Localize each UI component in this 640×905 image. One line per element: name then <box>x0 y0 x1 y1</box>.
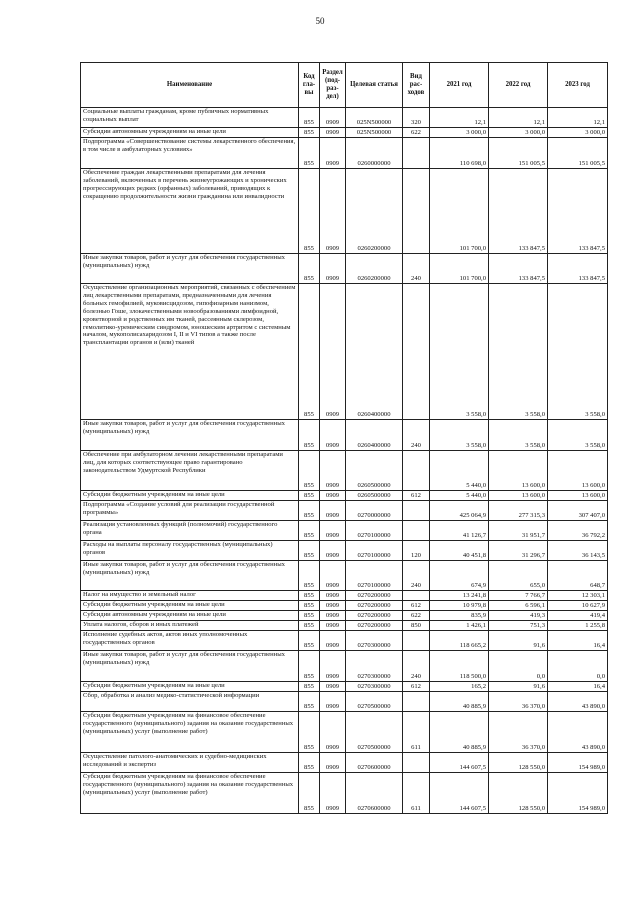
row-razdel: 0909 <box>320 591 346 601</box>
row-statya: 0260200000 <box>346 169 403 254</box>
row-statya: 0260500000 <box>346 491 403 501</box>
row-vid: 611 <box>403 773 430 814</box>
row-kod: 855 <box>299 561 320 591</box>
row-razdel: 0909 <box>320 712 346 753</box>
row-name: Исполнение судебных актов, актов иных уполномоченных государственных органов <box>81 631 299 651</box>
row-2023: 0,0 <box>548 651 608 682</box>
table-row <box>81 420 608 451</box>
row-kod: 855 <box>299 420 320 451</box>
row-vid: 240 <box>403 420 430 451</box>
row-vid: 622 <box>403 611 430 621</box>
row-2023: 648,7 <box>548 561 608 591</box>
row-2023: 43 890,0 <box>548 692 608 712</box>
row-kod: 855 <box>299 753 320 773</box>
row-name: Субсидии автономным учреждениям на иные цели <box>81 128 299 138</box>
row-statya: 025N500000 <box>346 128 403 138</box>
row-statya: 0260400000 <box>346 420 403 451</box>
row-2021: 5 440,0 <box>430 491 489 501</box>
row-name: Налог на имущество и земельный налог <box>81 591 299 601</box>
row-2023: 3 558,0 <box>548 420 608 451</box>
row-statya: 0260000000 <box>346 138 403 169</box>
budget-table <box>80 62 608 814</box>
row-name: Обеспечение граждан лекарственными препаратами для лечения заболеваний, включенных в перечень жизнеугрожающих и хронических прогрессирующих редких (орфанных) заболеваний, приводящих к сокращению продолжительности жизни гражданина или инвалидности <box>81 169 299 254</box>
row-2022: 36 370,0 <box>489 712 548 753</box>
row-vid: 612 <box>403 491 430 501</box>
table-row <box>81 108 608 128</box>
row-2021: 3 558,0 <box>430 420 489 451</box>
row-vid: 120 <box>403 541 430 561</box>
row-2023: 133 847,5 <box>548 254 608 284</box>
column-header-kod: Код гла-вы <box>299 63 320 108</box>
table-row <box>81 541 608 561</box>
row-statya: 0270300000 <box>346 651 403 682</box>
row-statya: 025N500000 <box>346 108 403 128</box>
row-name: Субсидии автономным учреждениям на иные цели <box>81 611 299 621</box>
column-header-name: Наименование <box>81 63 299 108</box>
table-row <box>81 521 608 541</box>
row-statya: 0270200000 <box>346 621 403 631</box>
row-kod: 855 <box>299 712 320 753</box>
row-2023: 151 005,5 <box>548 138 608 169</box>
row-2023: 16,4 <box>548 631 608 651</box>
row-statya: 0270500000 <box>346 712 403 753</box>
row-kod: 855 <box>299 692 320 712</box>
row-2022: 277 315,3 <box>489 501 548 521</box>
table-row <box>81 611 608 621</box>
table-row <box>81 169 608 254</box>
row-razdel: 0909 <box>320 541 346 561</box>
table-row <box>81 491 608 501</box>
page-number: 50 <box>315 16 325 26</box>
row-razdel: 0909 <box>320 491 346 501</box>
row-statya: 0270200000 <box>346 611 403 621</box>
row-statya: 0260200000 <box>346 254 403 284</box>
row-vid: 320 <box>403 108 430 128</box>
table-row <box>81 284 608 420</box>
row-vid <box>403 451 430 491</box>
row-2021: 40 885,9 <box>430 712 489 753</box>
row-name: Иные закупки товаров, работ и услуг для обеспечения государственных (муниципальных) нужд <box>81 420 299 451</box>
row-2023: 36 792,2 <box>548 521 608 541</box>
column-header-2022: 2022 год <box>489 63 548 108</box>
row-2021: 110 698,0 <box>430 138 489 169</box>
row-kod: 855 <box>299 128 320 138</box>
table-row <box>81 631 608 651</box>
row-2021: 101 700,0 <box>430 169 489 254</box>
row-2023: 1 255,8 <box>548 621 608 631</box>
row-name: Сбор, обработка и анализ медико-статистической информации <box>81 692 299 712</box>
row-razdel: 0909 <box>320 651 346 682</box>
row-2021: 118 665,2 <box>430 631 489 651</box>
row-2022: 751,3 <box>489 621 548 631</box>
row-vid: 240 <box>403 561 430 591</box>
row-statya: 0270100000 <box>346 541 403 561</box>
row-vid: 850 <box>403 621 430 631</box>
row-2021: 674,9 <box>430 561 489 591</box>
row-2022: 36 370,0 <box>489 692 548 712</box>
row-razdel: 0909 <box>320 561 346 591</box>
row-2021: 165,2 <box>430 682 489 692</box>
row-kod: 855 <box>299 591 320 601</box>
row-2022: 151 005,5 <box>489 138 548 169</box>
row-vid: 240 <box>403 254 430 284</box>
column-header-2021: 2021 год <box>430 63 489 108</box>
row-2023: 3 000,0 <box>548 128 608 138</box>
row-razdel: 0909 <box>320 611 346 621</box>
table-row <box>81 773 608 814</box>
row-2021: 5 440,0 <box>430 451 489 491</box>
row-name: Осуществление организационных мероприятий, связанных с обеспечением лиц лекарственными препаратами, предназначенными для лечения больных гемофилией, муковисцидозом, гипофизарным нанизмом, болезнью Гоше, злокачественными новообразованиями лимфоидной, кроветворной и родственных им тканей, рассеянным склерозом, гемолитико-уремическим синдромом, юношеским артритом с системным началом, мукополисахаридозом I, II и VI типов а также после трансплантации органов и (или) тканей <box>81 284 299 420</box>
row-kod: 855 <box>299 621 320 631</box>
row-vid <box>403 501 430 521</box>
row-kod: 855 <box>299 284 320 420</box>
table-row <box>81 712 608 753</box>
table-row <box>81 601 608 611</box>
row-2021: 41 126,7 <box>430 521 489 541</box>
row-vid: 622 <box>403 128 430 138</box>
row-statya: 0270600000 <box>346 773 403 814</box>
row-razdel: 0909 <box>320 601 346 611</box>
column-header-vid: Вид рас-ходов <box>403 63 430 108</box>
row-razdel: 0909 <box>320 420 346 451</box>
row-razdel: 0909 <box>320 254 346 284</box>
table-row <box>81 591 608 601</box>
row-2022: 91,6 <box>489 631 548 651</box>
row-statya: 0260400000 <box>346 284 403 420</box>
row-razdel: 0909 <box>320 138 346 169</box>
row-2021: 13 241,8 <box>430 591 489 601</box>
row-razdel: 0909 <box>320 108 346 128</box>
row-kod: 855 <box>299 108 320 128</box>
row-statya: 0270300000 <box>346 631 403 651</box>
row-2022: 6 596,1 <box>489 601 548 611</box>
row-2023: 154 989,0 <box>548 773 608 814</box>
row-2023: 10 627,9 <box>548 601 608 611</box>
column-header-statya: Целевая статья <box>346 63 403 108</box>
row-2021: 144 607,5 <box>430 773 489 814</box>
table-row <box>81 561 608 591</box>
table-row <box>81 692 608 712</box>
row-name: Субсидии бюджетным учреждениям на финансовое обеспечение государственного (муниципального) задания на оказание государственных (муниципальных) услуг (выполнение работ) <box>81 712 299 753</box>
row-statya: 0270000000 <box>346 501 403 521</box>
row-vid: 612 <box>403 682 430 692</box>
row-2023: 133 847,5 <box>548 169 608 254</box>
row-2022: 13 600,0 <box>489 491 548 501</box>
row-2022: 0,0 <box>489 651 548 682</box>
row-kod: 855 <box>299 521 320 541</box>
row-razdel: 0909 <box>320 621 346 631</box>
row-2021: 10 979,8 <box>430 601 489 611</box>
row-2022: 128 550,0 <box>489 773 548 814</box>
row-name: Социальные выплаты гражданам, кроме публичных нормативных социальных выплат <box>81 108 299 128</box>
row-vid <box>403 169 430 254</box>
row-kod: 855 <box>299 651 320 682</box>
row-razdel: 0909 <box>320 773 346 814</box>
row-name: Субсидии бюджетным учреждениям на финансовое обеспечение государственного (муниципального) задания на оказание государственных (муниципальных) услуг (выполнение работ) <box>81 773 299 814</box>
row-2021: 1 426,1 <box>430 621 489 631</box>
column-header-2023: 2023 год <box>548 63 608 108</box>
row-2023: 36 143,5 <box>548 541 608 561</box>
row-name: Иные закупки товаров, работ и услуг для обеспечения государственных (муниципальных) нужд <box>81 651 299 682</box>
row-2022: 128 550,0 <box>489 753 548 773</box>
row-2023: 13 600,0 <box>548 451 608 491</box>
table-row <box>81 651 608 682</box>
row-vid <box>403 631 430 651</box>
row-vid <box>403 692 430 712</box>
row-2022: 133 847,5 <box>489 254 548 284</box>
row-2021: 3 000,0 <box>430 128 489 138</box>
row-vid <box>403 138 430 169</box>
row-vid: 240 <box>403 651 430 682</box>
row-razdel: 0909 <box>320 128 346 138</box>
row-2021: 3 558,0 <box>430 284 489 420</box>
row-kod: 855 <box>299 631 320 651</box>
row-vid <box>403 284 430 420</box>
table-row <box>81 451 608 491</box>
row-name: Иные закупки товаров, работ и услуг для обеспечения государственных (муниципальных) нужд <box>81 561 299 591</box>
row-name: Обеспечение при амбулаторном лечении лекарственными препаратами лиц, для которых соответствующее право гарантировано законодательством Удмуртской Республики <box>81 451 299 491</box>
row-2022: 31 296,7 <box>489 541 548 561</box>
row-2023: 3 558,0 <box>548 284 608 420</box>
row-kod: 855 <box>299 491 320 501</box>
row-2023: 12 303,1 <box>548 591 608 601</box>
row-2023: 154 989,0 <box>548 753 608 773</box>
column-header-razdel: Раздел (под-раз-дел) <box>320 63 346 108</box>
table-row <box>81 621 608 631</box>
row-2023: 13 600,0 <box>548 491 608 501</box>
row-2021: 144 607,5 <box>430 753 489 773</box>
row-name: Подпрограмма «Создание условий для реализации государственной программы» <box>81 501 299 521</box>
row-razdel: 0909 <box>320 284 346 420</box>
row-kod: 855 <box>299 254 320 284</box>
row-name: Уплата налогов, сборов и иных платежей <box>81 621 299 631</box>
row-vid <box>403 521 430 541</box>
row-kod: 855 <box>299 138 320 169</box>
row-name: Осуществление патолого-анатомических и судебно-медицинских исследований и экспертиз <box>81 753 299 773</box>
row-vid: 612 <box>403 601 430 611</box>
row-2022: 13 600,0 <box>489 451 548 491</box>
row-name: Расходы на выплаты персоналу государственных (муниципальных) органов <box>81 541 299 561</box>
row-2023: 16,4 <box>548 682 608 692</box>
row-kod: 855 <box>299 601 320 611</box>
row-razdel: 0909 <box>320 501 346 521</box>
row-kod: 855 <box>299 169 320 254</box>
row-kod: 855 <box>299 611 320 621</box>
row-2023: 419,4 <box>548 611 608 621</box>
row-razdel: 0909 <box>320 682 346 692</box>
row-statya: 0270100000 <box>346 561 403 591</box>
row-statya: 0270200000 <box>346 591 403 601</box>
row-statya: 0270500000 <box>346 692 403 712</box>
row-2021: 101 700,0 <box>430 254 489 284</box>
row-razdel: 0909 <box>320 753 346 773</box>
row-2021: 118 500,0 <box>430 651 489 682</box>
row-2021: 12,1 <box>430 108 489 128</box>
table-row <box>81 128 608 138</box>
row-kod: 855 <box>299 773 320 814</box>
row-2022: 91,6 <box>489 682 548 692</box>
row-2022: 133 847,5 <box>489 169 548 254</box>
row-razdel: 0909 <box>320 451 346 491</box>
table-row <box>81 682 608 692</box>
row-2022: 7 766,7 <box>489 591 548 601</box>
row-razdel: 0909 <box>320 631 346 651</box>
table-row <box>81 138 608 169</box>
row-2021: 40 451,8 <box>430 541 489 561</box>
row-vid: 611 <box>403 712 430 753</box>
row-kod: 855 <box>299 451 320 491</box>
row-2023: 307 407,0 <box>548 501 608 521</box>
row-2022: 3 558,0 <box>489 420 548 451</box>
row-name: Субсидии бюджетным учреждениям на иные цели <box>81 682 299 692</box>
row-kod: 855 <box>299 682 320 692</box>
row-name: Субсидии бюджетным учреждениям на иные цели <box>81 491 299 501</box>
table-row <box>81 501 608 521</box>
row-name: Субсидии бюджетным учреждениям на иные цели <box>81 601 299 611</box>
row-2021: 40 885,9 <box>430 692 489 712</box>
row-razdel: 0909 <box>320 169 346 254</box>
row-2022: 3 558,0 <box>489 284 548 420</box>
row-2023: 12,1 <box>548 108 608 128</box>
table-row <box>81 254 608 284</box>
row-2022: 12,1 <box>489 108 548 128</box>
row-kod: 855 <box>299 541 320 561</box>
row-2022: 31 951,7 <box>489 521 548 541</box>
row-razdel: 0909 <box>320 692 346 712</box>
row-name: Реализация установленных функций (полномочий) государственного органа <box>81 521 299 541</box>
row-statya: 0270600000 <box>346 753 403 773</box>
row-kod: 855 <box>299 501 320 521</box>
row-statya: 0270300000 <box>346 682 403 692</box>
row-vid <box>403 591 430 601</box>
row-statya: 0270100000 <box>346 521 403 541</box>
row-2023: 43 890,0 <box>548 712 608 753</box>
row-vid <box>403 753 430 773</box>
row-razdel: 0909 <box>320 521 346 541</box>
row-name: Иные закупки товаров, работ и услуг для обеспечения государственных (муниципальных) нужд <box>81 254 299 284</box>
row-statya: 0260500000 <box>346 451 403 491</box>
table-row <box>81 753 608 773</box>
row-2022: 419,3 <box>489 611 548 621</box>
table-header-row <box>81 63 608 108</box>
row-statya: 0270200000 <box>346 601 403 611</box>
row-2022: 3 000,0 <box>489 128 548 138</box>
row-2021: 425 064,9 <box>430 501 489 521</box>
row-2022: 655,0 <box>489 561 548 591</box>
row-name: Подпрограмма «Совершенствование системы лекарственного обеспечения, в том числе в амбулаторных условиях» <box>81 138 299 169</box>
row-2021: 835,9 <box>430 611 489 621</box>
